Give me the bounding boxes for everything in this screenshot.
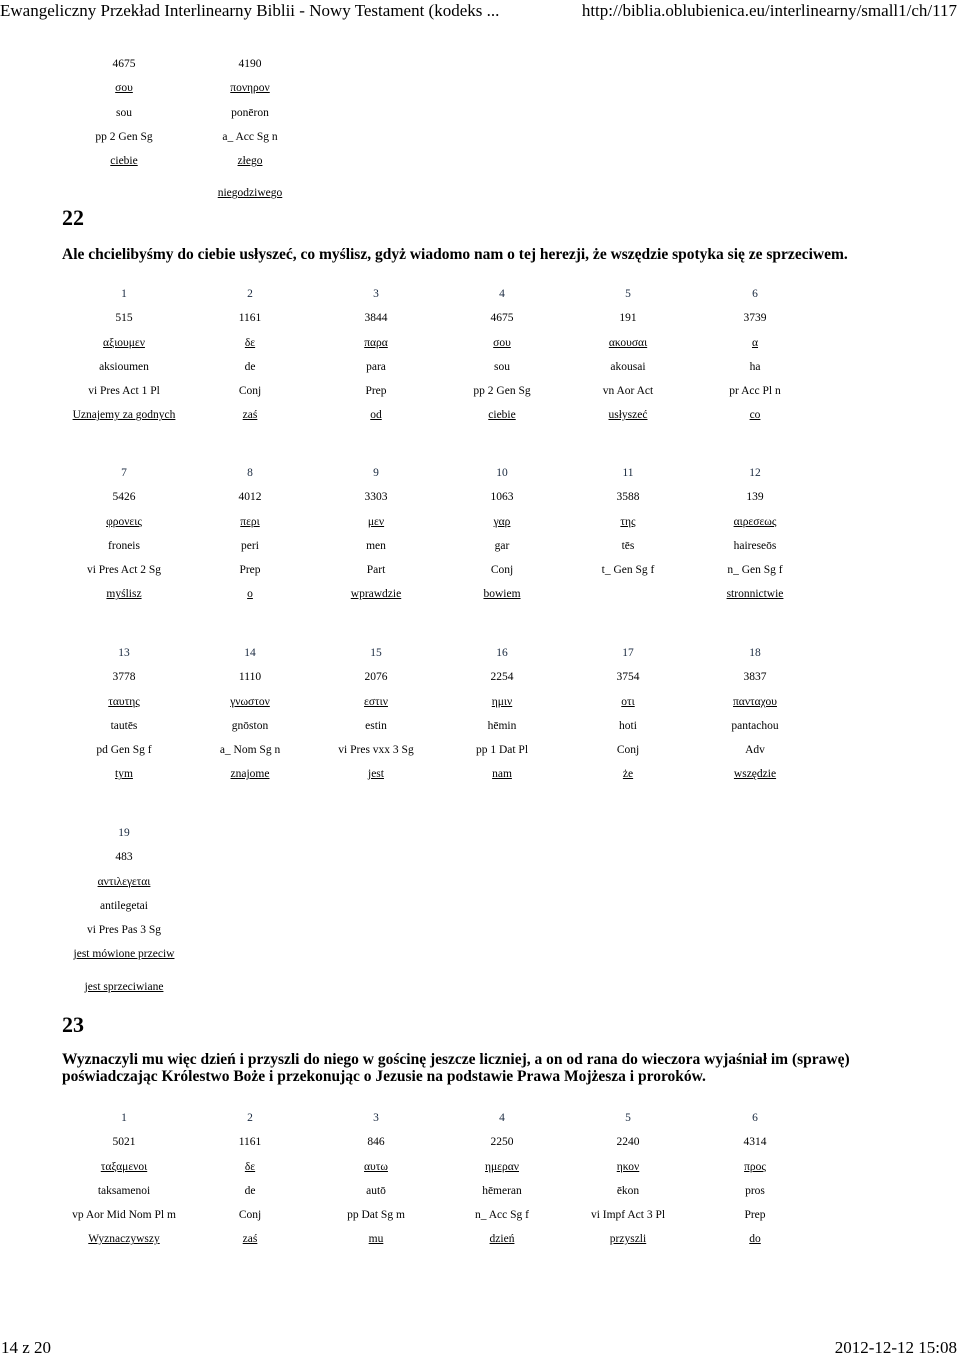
interlinear-word	[61, 821, 187, 999]
greek-word[interactable]: δε	[244, 1160, 256, 1173]
word-number: 3	[373, 288, 379, 300]
interlinear-word	[313, 282, 439, 428]
transliteration: sou	[494, 360, 510, 373]
strong-number: 483	[115, 851, 133, 864]
interlinear-word	[439, 641, 565, 787]
strong-number: 3837	[743, 671, 767, 684]
morphology: n_ Gen Sg f	[727, 564, 783, 577]
interlinear-word	[439, 282, 565, 428]
strong-number: 2250	[490, 1136, 514, 1149]
strong-number: 2254	[490, 671, 514, 684]
polish-translation[interactable]: bowiem	[483, 588, 521, 601]
transliteration: de	[244, 360, 256, 373]
polish-translation[interactable]: że	[622, 768, 634, 781]
greek-word[interactable]: αιρεσεως	[733, 515, 777, 528]
polish-translation[interactable]: wszędzie	[733, 768, 777, 781]
word-number: 9	[373, 467, 379, 479]
verse-text: Ale chcielibyśmy do ciebie usłyszeć, co myślisz, gdyż wiadomo nam o tej herezji, że wszędzie spotyka się ze sprzeciwem.	[62, 246, 848, 263]
interlinear-word	[565, 461, 691, 607]
transliteration: ponēron	[231, 106, 269, 119]
greek-word[interactable]: σου	[115, 82, 133, 95]
word-number: 1	[121, 288, 127, 300]
word-number: 11	[622, 467, 634, 479]
morphology: Part	[366, 564, 386, 577]
morphology: Conj	[238, 385, 262, 398]
morphology: vi Pres vxx 3 Sg	[338, 744, 414, 757]
word-number: 3	[373, 1112, 379, 1124]
morphology: pp 1 Dat Pl	[475, 744, 529, 757]
strong-number: 846	[367, 1136, 385, 1149]
greek-word[interactable]: δε	[244, 336, 256, 349]
verse-number: 22	[62, 205, 84, 230]
interlinear-word	[692, 461, 818, 607]
morphology: Conj	[238, 1209, 262, 1222]
greek-word[interactable]: γαρ	[493, 515, 511, 528]
strong-number: 1110	[238, 671, 262, 684]
strong-number: 1161	[238, 1136, 262, 1149]
interlinear-word	[61, 1106, 187, 1252]
transliteration: akousai	[610, 360, 646, 373]
word-number: 18	[749, 647, 761, 659]
transliteration: tēs	[621, 539, 635, 552]
greek-word[interactable]: ταυτης	[108, 695, 140, 708]
interlinear-word	[692, 641, 818, 787]
morphology: Prep	[365, 385, 387, 398]
strong-number: 1063	[490, 491, 514, 504]
word-number: 7	[121, 467, 127, 479]
polish-translation[interactable]: dzień	[489, 1233, 515, 1246]
transliteration: de	[244, 1184, 256, 1197]
greek-word[interactable]: αντιλεγεται	[97, 875, 151, 888]
interlinear-word	[187, 52, 313, 206]
strong-number: 4012	[238, 491, 262, 504]
interlinear-word	[187, 1106, 313, 1252]
interlinear-word	[565, 1106, 691, 1252]
verse-number: 23	[62, 1012, 84, 1037]
strong-number: 515	[115, 312, 133, 325]
word-number: 1	[121, 1112, 127, 1124]
morphology: vn Aor Act	[602, 385, 654, 398]
polish-translation[interactable]: złego	[237, 155, 263, 168]
strong-number: 3588	[616, 491, 640, 504]
polish-translation[interactable]: zaś	[242, 409, 258, 422]
morphology: t_ Gen Sg f	[601, 564, 655, 577]
greek-word[interactable]: πονηρον	[230, 82, 270, 95]
strong-number: 5426	[112, 491, 136, 504]
polish-translation[interactable]: zaś	[242, 1233, 258, 1246]
word-number: 17	[622, 647, 634, 659]
interlinear-word	[692, 282, 818, 428]
strong-number: 191	[619, 312, 637, 325]
word-number: 6	[752, 1112, 758, 1124]
word-number: 2	[247, 1112, 253, 1124]
morphology: vi Pres Act 1 Pl	[88, 385, 160, 398]
greek-word[interactable]: εστιν	[364, 695, 388, 708]
interlinear-word	[61, 282, 187, 428]
interlinear-word	[187, 641, 313, 787]
word-number: 4	[499, 1112, 505, 1124]
greek-word[interactable]: σου	[493, 336, 511, 349]
alternative-translation[interactable]: niegodziwego	[217, 187, 283, 200]
transliteration: taksamenoi	[97, 1184, 151, 1197]
transliteration: gar	[494, 539, 510, 552]
polish-translation[interactable]: ciebie	[488, 409, 516, 422]
polish-translation[interactable]: myślisz	[106, 588, 142, 601]
transliteration: hoti	[619, 719, 637, 732]
morphology: Conj	[490, 564, 514, 577]
interlinear-word	[187, 461, 313, 607]
word-number: 14	[244, 647, 256, 659]
greek-word[interactable]: της	[620, 515, 636, 528]
transliteration: pantachou	[731, 719, 779, 732]
polish-translation[interactable]: od	[370, 409, 382, 422]
word-number: 13	[118, 647, 130, 659]
polish-translation[interactable]: mu	[368, 1233, 384, 1246]
transliteration: froneis	[108, 539, 140, 552]
word-number: 10	[496, 467, 508, 479]
interlinear-word	[565, 641, 691, 787]
interlinear-word	[565, 282, 691, 428]
word-number: 8	[247, 467, 253, 479]
interlinear-word	[313, 461, 439, 607]
morphology: pr Acc Pl n	[729, 385, 781, 398]
interlinear-word	[313, 1106, 439, 1252]
morphology: vp Aor Mid Nom Pl m	[72, 1209, 176, 1222]
polish-translation[interactable]: Wyznaczywszy	[88, 1233, 160, 1246]
print-datetime: 2012-12-12 15:08	[834, 1338, 957, 1357]
polish-translation[interactable]: usłyszeć	[608, 409, 648, 422]
transliteration: pros	[745, 1184, 765, 1197]
greek-word[interactable]: πανταχου	[733, 695, 777, 708]
strong-number: 1161	[238, 312, 262, 325]
morphology: pp Dat Sg m	[347, 1209, 405, 1222]
greek-word[interactable]: οτι	[621, 695, 635, 708]
transliteration: gnōston	[231, 719, 269, 732]
morphology: vi Impf Act 3 Pl	[590, 1209, 666, 1222]
interlinear-word	[439, 461, 565, 607]
polish-translation[interactable]: jest mówione przeciw	[73, 948, 175, 961]
polish-translation[interactable]: wprawdzie	[350, 588, 402, 601]
morphology: Prep	[239, 564, 261, 577]
interlinear-word	[61, 461, 187, 607]
interlinear-word	[313, 641, 439, 787]
word-number: 12	[749, 467, 761, 479]
strong-number: 4314	[743, 1136, 767, 1149]
morphology: pp 2 Gen Sg	[95, 130, 153, 143]
polish-translation[interactable]: znajome	[230, 768, 270, 781]
greek-word[interactable]: μεν	[367, 515, 385, 528]
transliteration: ēkon	[616, 1184, 640, 1197]
word-number: 4	[499, 288, 505, 300]
morphology: vi Pres Act 2 Sg	[86, 564, 162, 577]
morphology: Prep	[744, 1209, 766, 1222]
morphology: pp 2 Gen Sg	[473, 385, 531, 398]
strong-number: 2240	[616, 1136, 640, 1149]
polish-translation[interactable]: tym	[115, 768, 133, 781]
polish-translation[interactable]: ciebie	[110, 155, 138, 168]
greek-word[interactable]: α	[751, 336, 759, 349]
greek-word[interactable]: περι	[240, 515, 260, 528]
transliteration: antilegetai	[100, 899, 148, 912]
strong-number: 3778	[112, 671, 136, 684]
transliteration: sou	[116, 106, 132, 119]
page-url: http://biblia.oblubienica.eu/interlinearny/small1/ch/117	[581, 1, 957, 20]
interlinear-word	[61, 52, 187, 173]
polish-translation[interactable]	[565, 582, 691, 606]
word-number: 16	[496, 647, 508, 659]
transliteration: hēmin	[487, 719, 517, 732]
greek-word[interactable]: ταξαμενοι	[100, 1160, 148, 1173]
polish-translation[interactable]: o	[247, 588, 253, 601]
transliteration: estin	[365, 719, 387, 732]
strong-number: 5021	[112, 1136, 136, 1149]
greek-word[interactable]: ημεραν	[485, 1160, 519, 1173]
strong-number: 2076	[364, 671, 388, 684]
greek-word[interactable]: ηκον	[616, 1160, 640, 1173]
interlinear-word	[187, 282, 313, 428]
word-number: 6	[752, 288, 758, 300]
polish-translation[interactable]: co	[749, 409, 761, 422]
document-title: Ewangeliczny Przekład Interlinearny Biblii - Nowy Testament (kodeks ...	[0, 1, 500, 20]
greek-word[interactable]: φρονεις	[106, 515, 142, 528]
greek-word[interactable]: ακουσαι	[608, 336, 648, 349]
strong-number: 3754	[616, 671, 640, 684]
word-number: 2	[247, 288, 253, 300]
greek-word[interactable]: προς	[744, 1160, 766, 1173]
transliteration: hēmeran	[482, 1184, 522, 1197]
page-counter: 14 z 20	[1, 1338, 52, 1357]
morphology: a_ Acc Sg n	[222, 130, 278, 143]
interlinear-word	[439, 1106, 565, 1252]
strong-number: 4190	[238, 58, 262, 70]
strong-number: 3303	[364, 491, 388, 504]
transliteration: aksioumen	[99, 360, 149, 373]
transliteration: peri	[241, 539, 259, 552]
transliteration: haireseōs	[733, 539, 777, 552]
polish-translation[interactable]: przyszli	[609, 1233, 647, 1246]
transliteration: men	[366, 539, 386, 552]
greek-word[interactable]: παρα	[364, 336, 388, 349]
morphology: Conj	[616, 744, 640, 757]
polish-translation[interactable]: do	[749, 1233, 761, 1246]
strong-number: 4675	[490, 312, 514, 325]
greek-word[interactable]: γνωστον	[230, 695, 270, 708]
word-number: 5	[625, 1112, 631, 1124]
morphology: pd Gen Sg f	[96, 744, 152, 757]
transliteration: para	[366, 360, 386, 373]
transliteration: tautēs	[110, 719, 138, 732]
greek-word[interactable]: αξιουμεν	[103, 336, 145, 349]
strong-number: 3739	[743, 312, 767, 325]
polish-translation[interactable]: jest	[368, 768, 384, 781]
morphology: vi Pres Pas 3 Sg	[86, 924, 162, 937]
verse-text: Wyznaczyli mu więc dzień i przyszli do niego w gościnę jeszcze liczniej, a on od rana do wieczora wyjaśniał im (sprawę) poświadczając Królestwo Boże i przekonując o Jezusie na podstawie Prawa Mojżesza i proroków.	[62, 1051, 850, 1085]
strong-number: 139	[746, 491, 764, 504]
polish-translation[interactable]: stronnictwie	[726, 588, 784, 601]
strong-number: 4675	[112, 58, 136, 70]
strong-number: 3844	[364, 312, 388, 325]
interlinear-word	[692, 1106, 818, 1252]
greek-word[interactable]: ημιν	[491, 695, 513, 708]
transliteration: ha	[749, 360, 761, 373]
morphology: Adv	[745, 744, 765, 757]
greek-word[interactable]: αυτω	[364, 1160, 388, 1173]
word-number: 5	[625, 288, 631, 300]
word-number: 19	[118, 827, 130, 839]
morphology: n_ Acc Sg f	[475, 1209, 529, 1222]
interlinear-word	[61, 641, 187, 787]
polish-translation[interactable]: Uznajemy za godnych	[72, 409, 176, 422]
word-number: 15	[370, 647, 382, 659]
transliteration: autō	[366, 1184, 386, 1197]
alternative-translation[interactable]: jest sprzeciwiane	[84, 980, 164, 993]
morphology: a_ Nom Sg n	[219, 744, 281, 757]
polish-translation[interactable]: nam	[492, 768, 512, 781]
